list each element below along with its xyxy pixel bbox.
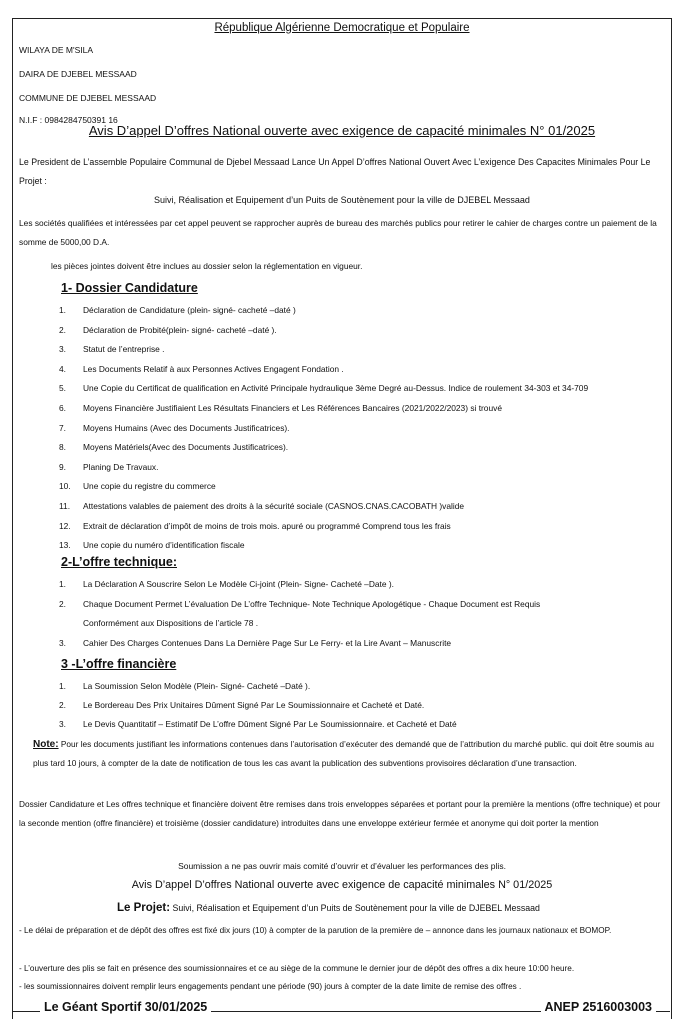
item-number: 1. <box>59 681 66 691</box>
item-number: 4. <box>59 363 66 374</box>
project-label: Le Projet: <box>117 902 171 914</box>
item-text: Statut de l’entreprise . <box>83 344 165 355</box>
note-text: Pour les documents justifiant les informations contenues dans l’autorisation d’exécuter des demandé que de l’attribution du marché public. qui doit être soumis au plus tard 10 jours, à compter de la date de notification de tous les cas avant la publication des subventions provisoires déclaration d’une transaction. <box>33 739 654 768</box>
item-text: Déclaration de Probité(plein- signé- cacheté –daté ). <box>83 324 277 335</box>
notice-title: Avis D’appel D’offres National ouverte avec exigence de capacité minimales N° 01/2025 <box>88 123 596 138</box>
list-item <box>59 403 502 413</box>
item-number: 10. <box>59 481 71 492</box>
footer-reference: ANEP 2516003003 <box>541 1000 657 1014</box>
list-item <box>59 638 451 648</box>
item-text: Le Devis Quantitatif – Estimatif De L’offre Dûment Signé Par Le Soumissionnaire. et Cacheté et Daté <box>83 719 457 729</box>
soumission-line: Soumission a ne pas ouvrir mais comité d’ouvrir et d’évaluer les performances des plis. <box>178 861 506 871</box>
notice-frame <box>12 18 672 1019</box>
item-number: 2. <box>59 700 66 710</box>
item-number: 2. <box>59 324 66 335</box>
list-item <box>59 719 457 729</box>
list-item <box>59 579 394 589</box>
item-number: 2. <box>59 598 66 609</box>
item-number: 1. <box>59 579 66 589</box>
item-text: La Déclaration A Souscrire Selon Le Modèle Ci-joint (Plein- Signe- Cacheté –Date ). <box>83 579 394 589</box>
list-item <box>59 305 296 315</box>
item-number: 7. <box>59 422 66 433</box>
project-text: Suivi, Réalisation et Equipement d’un Puits de Soutènement pour la ville de DJEBEL Messaad <box>172 903 540 913</box>
attachments-note: les pièces jointes doivent être inclues au dossier selon la réglementation en vigueur. <box>51 261 363 271</box>
list-item <box>59 599 540 609</box>
item-text: Le Bordereau Des Prix Unitaires Dûment Signé Par Le Soumissionnaire et Cacheté et Daté. <box>83 700 425 710</box>
list-item <box>59 462 158 472</box>
item-text: Chaque Document Permet L’évaluation De L’offre Technique- Note Technique Apologétique - Chaque Document est Requis <box>83 598 541 609</box>
item-text: Déclaration de Candidature (plein- signé- cacheté –daté ) <box>83 305 296 315</box>
list-item <box>59 540 245 550</box>
item-text: Extrait de déclaration d’impôt de moins de trois mois. apuré ou programmé Comprend tous les frais <box>83 520 451 531</box>
item-text: Les Documents Relatif à aux Personnes Actives Engagent Fondation . <box>83 363 344 374</box>
item-number: 3. <box>59 719 66 729</box>
item-text: Moyens Matériels(Avec des Documents Justificatrices). <box>83 442 289 453</box>
notice-title-2: Avis D’appel D’offres National ouverte avec exigence de capacité minimales N° 01/2025 <box>131 879 553 891</box>
list-item <box>59 383 588 393</box>
list-item <box>59 521 451 531</box>
project-line: Suivi, Réalisation et Equipement d’un Puits de Soutènement pour la ville de DJEBEL Messaad <box>154 195 530 205</box>
list-item <box>59 681 310 691</box>
list-item <box>59 344 164 354</box>
item-number: 9. <box>59 461 66 472</box>
item-number: 3. <box>59 637 66 648</box>
list-item <box>59 700 424 710</box>
footer <box>0 1000 684 1024</box>
companies-paragraph: Les sociétés qualifiées et intéressées par cet appel peuvent se rapprocher auprès de bureau des marchés publics pour retirer le cahier de charges contre un paiement de la somme de 5000,00 D.A. <box>19 218 657 247</box>
list-item <box>59 364 344 374</box>
wilaya: WILAYA DE M'SILA <box>19 45 94 55</box>
list-item <box>59 442 288 452</box>
item-number: 11. <box>59 501 71 511</box>
nif: N.I.F : 0984284750391 16 <box>19 115 118 125</box>
item-text: La Soumission Selon Modèle (Plein- Signé- Cacheté –Daté ). <box>83 681 311 691</box>
item-text: Une copie du registre du commerce <box>83 481 216 492</box>
item-text: Planing De Travaux. <box>83 461 159 472</box>
item-number: 6. <box>59 403 66 413</box>
list-item <box>59 618 258 628</box>
list-item <box>59 325 277 335</box>
republic-header: République Algérienne Democratique et Populaire <box>214 22 470 34</box>
commune: COMMUNE DE DJEBEL MESSAAD <box>19 93 157 103</box>
envelope-paragraph: Dossier Candidature et Les offres technique et financière doivent être remises dans trois enveloppes séparées et portant pour la première la mentions (offre technique) et pour la seconde mention (offre financière) et troisième (dossier candidature) introduites dans une enveloppe extérieur fermée et anonyme qui doit porter la mention <box>19 799 661 828</box>
note-label: Note: <box>33 739 59 750</box>
project-statement <box>117 902 540 914</box>
item-text: Une copie du numéro d’identification fiscale <box>83 540 245 551</box>
item-text: Moyens Humains (Avec des Documents Justificatrices). <box>83 422 290 433</box>
note-block <box>33 735 665 773</box>
section-financiere-title: 3 -L’offre financière <box>61 657 177 671</box>
list-item <box>59 501 464 511</box>
intro-paragraph: Le President de L’assemble Populaire Communal de Djebel Messaad Lance Un Appel D’offres National Ouvert Avec L’exigence Des Capacites Minimales Pour Le Projet : <box>19 157 651 186</box>
item-text: Cahier Des Charges Contenues Dans La Dernière Page Sur Le Ferry- et la Lire Avant – Manuscrite <box>83 637 452 648</box>
item-text: Moyens Financière Justifiaient Les Résultats Financiers et Les Références Bancaires (2021/2022/2023) si trouvé <box>83 403 502 413</box>
commitment-bullet: - les soumissionnaires doivent remplir leurs engagements pendant une période (90) jours à compter de la date limite de remise des offres . <box>19 982 522 991</box>
section-dossier-title: 1- Dossier Candidature <box>61 281 198 295</box>
list-item <box>59 423 290 433</box>
item-number: 13. <box>59 540 71 551</box>
list-item <box>59 481 216 491</box>
item-number: 1. <box>59 305 66 315</box>
section-technique-title: 2-L’offre technique: <box>61 555 177 569</box>
deadline-bullet: - Le délai de préparation et de dépôt des offres est fixé dix jours (10) à compter de la parution de la première de – annonce dans les journaux nationaux et BOMOP. <box>19 926 612 935</box>
item-number: 12. <box>59 520 71 531</box>
opening-bullet: - L’ouverture des plis se fait en présence des soumissionnaires et ce au siège de la commune le dernier jour de dépôt des offres a dix heure 10:00 heure. <box>19 964 575 973</box>
footer-publication: Le Géant Sportif 30/01/2025 <box>40 1000 211 1014</box>
item-number: 8. <box>59 442 66 453</box>
item-text: Une Copie du Certificat de qualification en Activité Principale hydraulique 3ème Degré au-Dessus. Indice de roulement 34-303 et 34-709 <box>83 383 589 394</box>
daira: DAIRA DE DJEBEL MESSAAD <box>19 69 137 79</box>
item-number: 5. <box>59 383 66 394</box>
item-text: Attestations valables de paiement des droits à la sécurité sociale (CASNOS.CNAS.CACOBATH )valide <box>83 501 465 511</box>
item-text: Conformément aux Dispositions de l’article 78 . <box>83 618 259 628</box>
item-number: 3. <box>59 344 66 355</box>
